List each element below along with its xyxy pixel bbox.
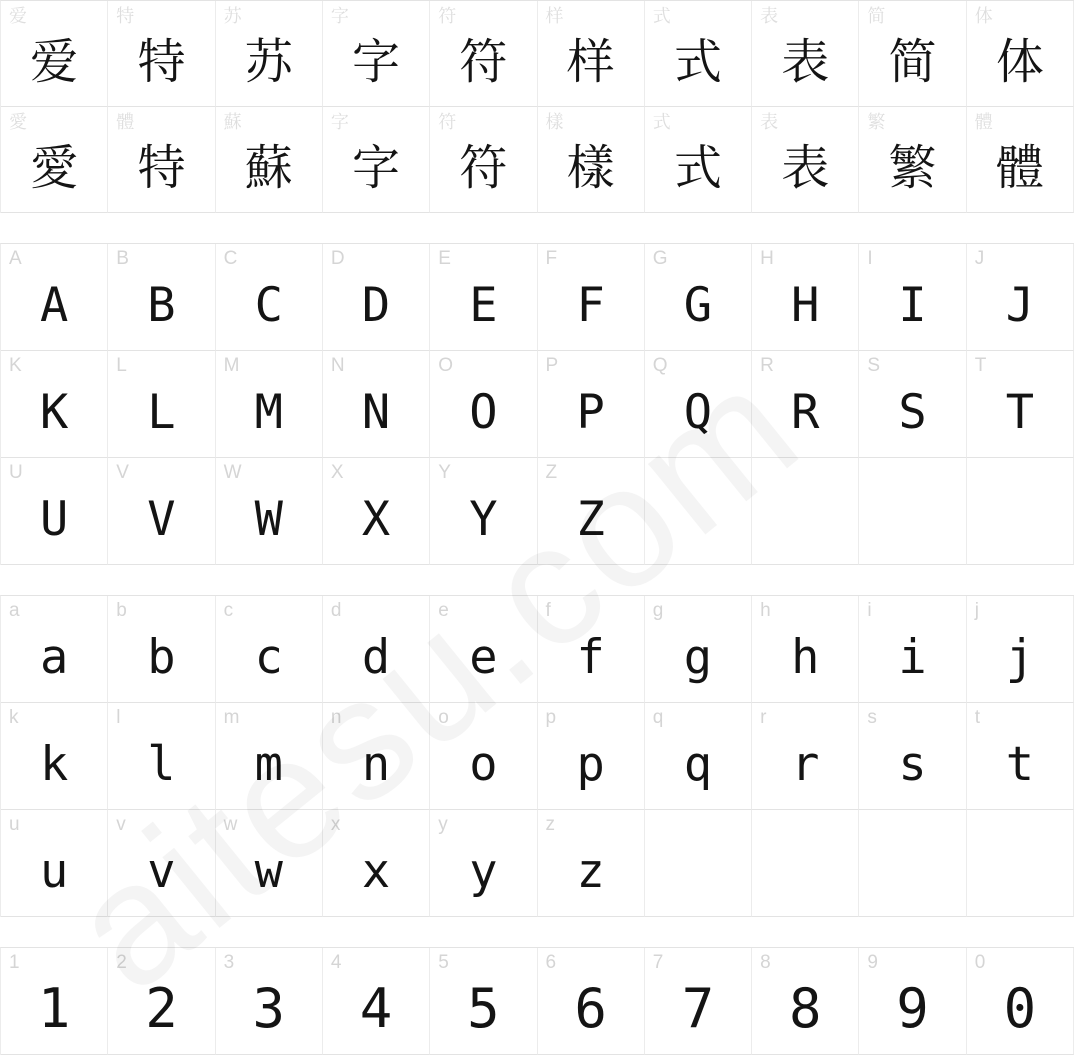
reference-character-label: 字 [330,112,349,132]
specimen-glyph: 7 [681,977,715,1040]
specimen-cell [645,596,752,703]
specimen-cell [216,351,323,458]
specimen-cell [430,458,537,565]
specimen-glyph: m [254,736,283,792]
specimen-glyph: 苏 [244,33,293,90]
specimen-glyph: h [791,629,820,685]
specimen-cell [323,244,430,351]
specimen-cell [430,948,537,1055]
reference-character-label: l [116,707,121,728]
reference-character-label: 苏 [223,6,242,26]
reference-character-label: 5 [438,952,449,973]
specimen-glyph: s [898,736,927,792]
specimen-glyph: y [469,843,498,899]
specimen-glyph: 1 [37,977,71,1040]
specimen-glyph: B [147,277,176,333]
specimen-glyph: r [791,736,820,792]
specimen-cell [216,596,323,703]
specimen-cell [1,244,108,351]
reference-character-label: v [116,814,126,835]
reference-character-label: 8 [760,952,771,973]
specimen-glyph: 简 [888,33,937,90]
specimen-cell [859,596,966,703]
reference-character-label: U [9,462,23,483]
specimen-cell [216,458,323,565]
reference-character-label: f [545,600,551,621]
specimen-cell [430,1,537,107]
specimen-cell [967,107,1074,213]
specimen-cell [752,458,859,565]
specimen-glyph: S [898,384,927,440]
specimen-glyph: 9 [896,977,929,1040]
reference-character-label: z [545,814,555,835]
specimen-glyph: E [469,277,498,333]
chinese-specimen-grid [0,0,1074,213]
specimen-cell [645,703,752,810]
specimen-cell [1,703,108,810]
specimen-cell [645,351,752,458]
specimen-cell [1,810,108,917]
specimen-glyph: K [40,384,69,440]
specimen-cell [323,948,430,1055]
specimen-cell [538,1,645,107]
specimen-glyph: 表 [781,33,830,90]
specimen-cell [752,948,859,1055]
specimen-cell [752,596,859,703]
specimen-cell [108,107,215,213]
reference-character-label: 體 [974,112,993,132]
specimen-cell [538,810,645,917]
reference-character-label: Y [438,462,451,483]
reference-character-label: 表 [760,6,779,26]
reference-character-label: 式 [652,112,671,132]
specimen-cell [323,1,430,107]
specimen-cell [538,244,645,351]
reference-character-label: P [545,355,559,376]
specimen-cell [538,458,645,565]
reference-character-label: 特 [116,6,135,26]
specimen-glyph: C [254,277,283,333]
specimen-glyph: c [254,629,283,685]
specimen-cell [216,1,323,107]
specimen-glyph: T [1005,384,1034,440]
specimen-cell [430,107,537,213]
reference-character-label: 0 [974,952,986,973]
specimen-glyph: F [576,277,605,333]
reference-character-label: J [974,248,985,269]
reference-character-label: G [652,248,668,269]
reference-character-label: m [223,707,240,728]
specimen-cell [645,810,752,917]
specimen-glyph: 特 [137,33,186,90]
reference-character-label: K [9,355,22,376]
specimen-cell [967,1,1074,107]
specimen-glyph: 式 [673,33,722,90]
reference-character-label: q [652,707,664,728]
reference-character-label: y [438,814,448,835]
specimen-cell [108,244,215,351]
specimen-cell [538,351,645,458]
specimen-cell [645,458,752,565]
reference-character-label: g [652,600,664,621]
reference-character-label: 表 [760,112,779,132]
specimen-glyph: D [361,277,391,333]
reference-character-label: Z [545,462,558,483]
reference-character-label: 樣 [545,112,564,132]
specimen-glyph: R [791,384,820,440]
reference-character-label: 样 [545,6,564,26]
specimen-glyph: O [469,384,498,440]
reference-character-label: A [9,248,22,269]
specimen-cell [430,351,537,458]
reference-character-label: o [438,707,449,728]
specimen-glyph: e [469,629,498,685]
reference-character-label: n [330,707,342,728]
specimen-cell [967,244,1074,351]
reference-character-label: j [974,600,979,621]
specimen-cell [108,810,215,917]
reference-character-label: s [867,707,877,728]
specimen-cell [430,596,537,703]
reference-character-label: 符 [438,6,457,26]
specimen-glyph: H [791,277,820,333]
specimen-cell [752,810,859,917]
reference-character-label: W [223,462,242,483]
specimen-glyph: 符 [459,33,508,90]
reference-character-label: 2 [116,952,127,973]
specimen-glyph: 特 [137,139,186,196]
specimen-glyph: k [40,736,69,792]
specimen-glyph: V [147,491,176,547]
specimen-cell [323,107,430,213]
reference-character-label: r [760,707,767,728]
reference-character-label: X [330,462,344,483]
specimen-cell [859,948,966,1055]
digits-specimen-grid [0,947,1074,1055]
specimen-glyph: i [898,629,927,685]
reference-character-label: M [223,355,240,376]
reference-character-label: x [330,814,341,835]
specimen-glyph: 4 [359,977,393,1040]
specimen-cell [216,948,323,1055]
specimen-glyph: w [254,843,283,899]
reference-character-label: h [760,600,771,621]
reference-character-label: 符 [438,112,457,132]
specimen-cell [108,458,215,565]
specimen-cell [216,107,323,213]
specimen-glyph: a [40,629,69,685]
reference-character-label: S [867,355,881,376]
reference-character-label: d [330,600,342,621]
specimen-cell [752,244,859,351]
specimen-glyph: N [361,384,391,440]
specimen-glyph: p [576,736,605,792]
specimen-glyph: t [1005,736,1034,792]
reference-character-label: t [974,707,980,728]
specimen-cell [859,810,966,917]
specimen-glyph: f [576,629,605,685]
specimen-glyph: 样 [566,33,615,90]
specimen-cell [430,244,537,351]
lowercase-specimen-grid [0,595,1074,917]
specimen-glyph: u [40,843,69,899]
reference-character-label: e [438,600,449,621]
specimen-glyph: 3 [252,977,285,1040]
specimen-cell [967,948,1074,1055]
specimen-cell [1,107,108,213]
specimen-cell [108,703,215,810]
specimen-cell [859,458,966,565]
specimen-glyph: 繁 [888,139,937,196]
specimen-cell [859,703,966,810]
reference-character-label: 9 [867,952,878,973]
reference-character-label: T [974,355,987,376]
reference-character-label: E [438,248,451,269]
specimen-cell [216,244,323,351]
specimen-cell [967,810,1074,917]
specimen-glyph: 2 [145,977,178,1040]
reference-character-label: p [545,707,557,728]
reference-character-label: i [867,600,872,621]
specimen-glyph: j [1005,629,1034,685]
specimen-cell [108,1,215,107]
specimen-cell [859,107,966,213]
specimen-glyph: 0 [1003,977,1037,1040]
specimen-cell [859,1,966,107]
reference-character-label: u [9,814,20,835]
specimen-cell [538,948,645,1055]
reference-character-label: R [760,355,774,376]
reference-character-label: 简 [867,6,886,26]
reference-character-label: L [116,355,127,376]
reference-character-label: 爱 [9,6,27,26]
specimen-glyph: z [576,843,605,899]
reference-character-label: c [223,600,234,621]
specimen-cell [538,703,645,810]
specimen-cell [323,810,430,917]
specimen-cell [645,1,752,107]
reference-character-label: D [330,248,345,269]
specimen-cell [430,703,537,810]
reference-character-label: C [223,248,238,269]
uppercase-specimen-grid [0,243,1074,565]
reference-character-label: 6 [545,952,557,973]
specimen-cell [1,948,108,1055]
specimen-cell [752,351,859,458]
specimen-glyph: 表 [781,139,830,196]
specimen-cell [967,458,1074,565]
specimen-glyph: 字 [352,33,401,90]
specimen-glyph: X [361,491,391,547]
specimen-glyph: n [361,736,391,792]
specimen-cell [1,1,108,107]
specimen-cell [645,244,752,351]
specimen-glyph: 5 [467,977,500,1040]
reference-character-label: 7 [652,952,664,973]
specimen-cell [859,244,966,351]
reference-character-label: w [223,814,238,835]
reference-character-label: a [9,600,20,621]
reference-character-label: 繁 [867,112,886,132]
specimen-cell [752,107,859,213]
specimen-cell [645,107,752,213]
specimen-cell [1,351,108,458]
specimen-glyph: 式 [673,139,722,196]
specimen-cell [108,351,215,458]
specimen-glyph: G [683,277,713,333]
reference-character-label: Q [652,355,668,376]
reference-character-label: 體 [116,112,135,132]
specimen-cell [323,703,430,810]
reference-character-label: 4 [330,952,342,973]
reference-character-label: k [9,707,19,728]
specimen-cell [216,703,323,810]
specimen-glyph: 爱 [30,33,79,90]
specimen-glyph: b [147,629,176,685]
specimen-cell [967,596,1074,703]
reference-character-label: N [330,355,345,376]
specimen-cell [1,458,108,565]
reference-character-label: F [545,248,558,269]
specimen-glyph: 愛 [30,139,79,196]
specimen-glyph: M [254,384,283,440]
specimen-glyph: W [254,491,283,547]
specimen-glyph: Y [469,491,498,547]
specimen-cell [216,810,323,917]
specimen-glyph: d [361,629,391,685]
specimen-glyph: J [1005,277,1034,333]
reference-character-label: I [867,248,873,269]
specimen-cell [967,703,1074,810]
reference-character-label: 体 [974,6,993,26]
reference-character-label: H [760,248,774,269]
specimen-cell [323,351,430,458]
specimen-glyph: 蘇 [244,139,293,196]
specimen-glyph: P [576,384,605,440]
specimen-cell [752,703,859,810]
specimen-glyph: v [147,843,176,899]
specimen-glyph: Z [576,491,605,547]
specimen-glyph: I [898,277,927,333]
specimen-glyph: x [361,843,391,899]
specimen-glyph: 体 [995,33,1044,90]
specimen-cell [430,810,537,917]
specimen-glyph: 8 [788,977,822,1040]
specimen-glyph: A [40,277,69,333]
reference-character-label: 愛 [9,112,27,132]
specimen-glyph: 6 [574,977,607,1040]
reference-character-label: 蘇 [223,112,242,132]
specimen-glyph: 體 [995,139,1044,196]
specimen-glyph: U [40,491,69,547]
specimen-glyph: q [683,736,713,792]
specimen-glyph: Q [683,384,713,440]
reference-character-label: 字 [330,6,349,26]
reference-character-label: V [116,462,129,483]
specimen-glyph: g [683,629,713,685]
specimen-glyph: o [469,736,498,792]
specimen-cell [645,948,752,1055]
specimen-glyph: 字 [352,139,401,196]
specimen-cell [1,596,108,703]
specimen-cell [538,596,645,703]
specimen-glyph: 樣 [566,139,615,196]
reference-character-label: O [438,355,453,376]
specimen-cell [967,351,1074,458]
specimen-cell [323,458,430,565]
reference-character-label: 3 [223,952,235,973]
specimen-cell [538,107,645,213]
specimen-glyph: L [147,384,176,440]
reference-character-label: b [116,600,127,621]
specimen-cell [108,596,215,703]
specimen-cell [752,1,859,107]
specimen-cell [323,596,430,703]
reference-character-label: 式 [652,6,671,26]
specimen-cell [108,948,215,1055]
specimen-cell [859,351,966,458]
specimen-glyph: 符 [459,139,508,196]
specimen-glyph: l [147,736,176,792]
reference-character-label: 1 [9,952,20,973]
reference-character-label: B [116,248,129,269]
